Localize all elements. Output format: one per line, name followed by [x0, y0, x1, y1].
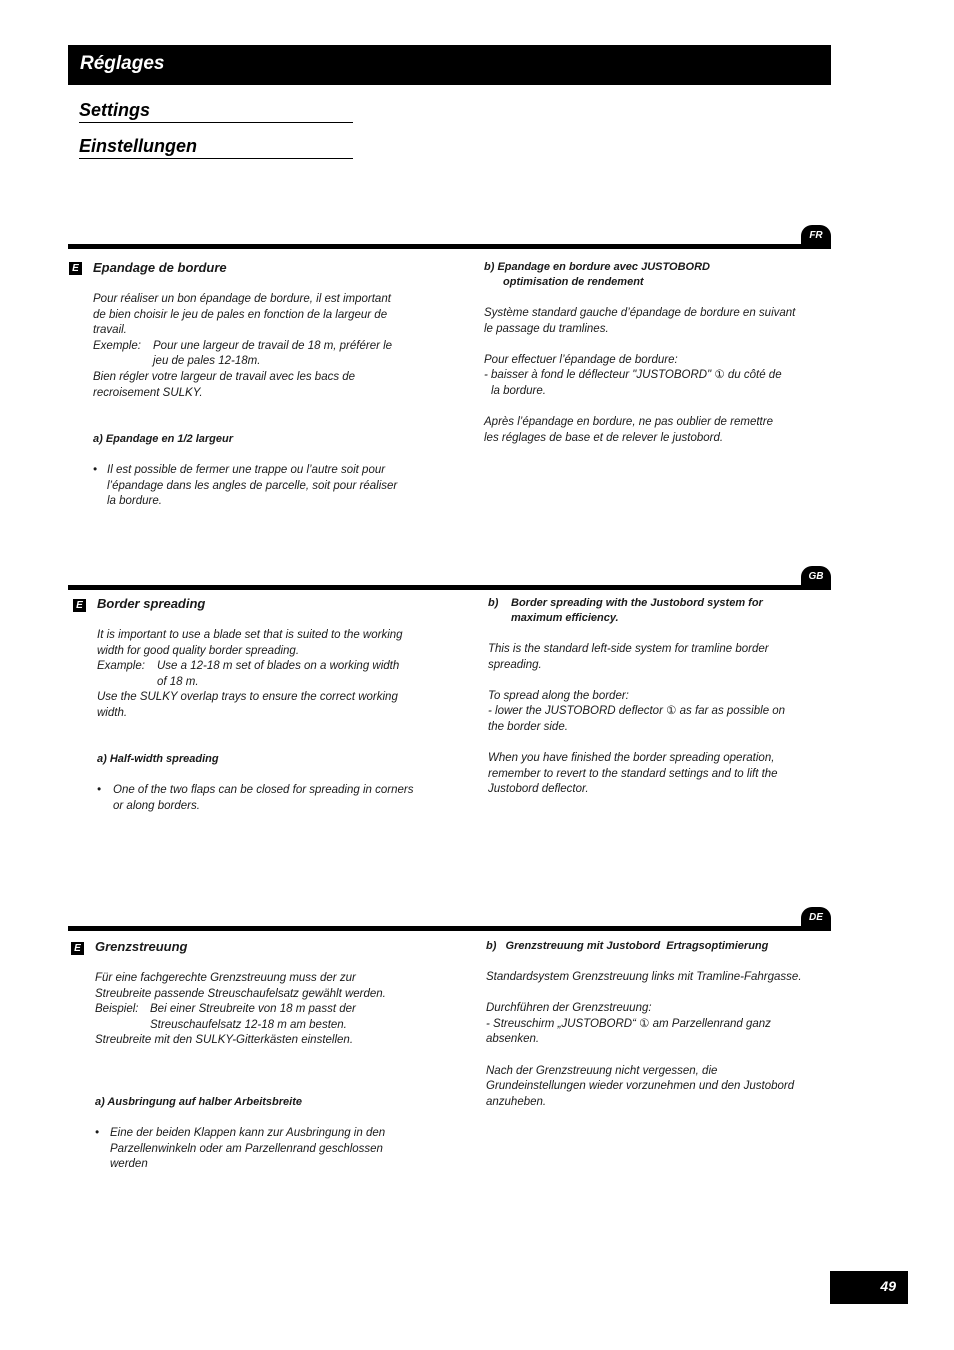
text-line: la bordure. [491, 384, 546, 397]
gb-subheading-a: a) Half-width spreading [97, 753, 219, 765]
bullet-icon: • [97, 784, 102, 796]
text-line: Streuschaufelsatz 12-18 m am besten. [150, 1018, 347, 1031]
de-subheading-b: b) Grenzstreuung mit Justobord Ertragsoptimierung [486, 940, 769, 952]
section-title-fr: Epandage de bordure [93, 260, 227, 275]
text-line: width for good quality border spreading. [97, 644, 300, 657]
text-line: This is the standard left-side system for tramline border [488, 643, 769, 655]
text-line: Pour une largeur de travail de 18 m, préférer le [153, 339, 393, 352]
text-line: Durchführen der Grenzstreuung: [486, 1002, 652, 1015]
text-line: les réglages de base et de relever le justobord. [484, 431, 724, 444]
text-line: Streubreite mit den SULKY-Gitterkästen einstellen. [95, 1034, 354, 1047]
text-line: recroisement SULKY. [93, 386, 203, 399]
de-intro [95, 971, 425, 1049]
text-line: Pour effectuer l’épandage de bordure: [484, 353, 678, 366]
page-number: 49 [830, 1271, 908, 1304]
text-line: de bien choisir le jeu de pales en fonction de la largeur de [93, 308, 388, 321]
text-line: travail. [93, 324, 127, 337]
text-line: width. [97, 706, 128, 719]
de-bullet [95, 1126, 425, 1173]
text-line: absenken. [486, 1033, 540, 1046]
text-line: Il est possible de fermer une trappe ou l’autre soit pour [107, 464, 386, 476]
lang-badge-gb: GB [801, 566, 831, 588]
text-line: Bien régler votre largeur de travail avec les bacs de [93, 370, 356, 383]
text-line: When you have finished the border spreading operation, [488, 752, 775, 765]
text-line: Use the SULKY overlap trays to ensure the correct working [97, 691, 398, 704]
lang-badge-fr: FR [801, 225, 831, 247]
text-line: Use a 12-18 m set of blades on a working width [157, 660, 400, 673]
bullet-icon: • [93, 464, 98, 476]
text-line: Eine der beiden Klappen kann zur Ausbringung in den [110, 1127, 386, 1139]
gb-subheading-b [488, 596, 818, 626]
text-line: Border spreading with the Justobord system for [511, 597, 763, 609]
bullet-icon: • [95, 1127, 100, 1139]
section-separator-de [68, 926, 831, 931]
text-line: anzuheben. [486, 1095, 547, 1108]
de-subheading-a: a) Ausbringung auf halber Arbeitsbreite [95, 1096, 302, 1108]
text-line: Pour réaliser un bon épandage de bordure, il est important [93, 293, 391, 305]
text-line: or along borders. [113, 799, 200, 812]
text-line: b) Epandage en bordure avec JUSTOBORD [484, 261, 710, 273]
text-line: Grundeinstellungen wieder vorzunehmen und den Justobord [486, 1080, 795, 1093]
de-right-text [486, 970, 826, 1110]
text-line: Parzellenwinkeln oder am Parzellenrand geschlossen [110, 1142, 383, 1155]
text-line: la bordure. [107, 495, 162, 508]
text-line: optimisation de rendement [503, 276, 644, 288]
gb-right-text [488, 642, 818, 798]
text-line: le passage du tramlines. [484, 322, 609, 335]
text-line: jeu de pales 12-18m. [153, 355, 261, 368]
e-marker-gb: E [73, 599, 86, 612]
text-line: remember to revert to the standard settings and to lift the [488, 767, 778, 780]
text-line: - lower the JUSTOBORD deflector ① as far as possible on [488, 705, 786, 718]
text-line: Système standard gauche d’épandage de bordure en suivant [484, 307, 796, 319]
text-line: Standardsystem Grenzstreuung links mit Tramline-Fahrgasse. [486, 971, 802, 983]
section-separator-fr [68, 244, 831, 249]
text-line: To spread along the border: [488, 689, 629, 702]
text-line: Après l’épandage en bordure, ne pas oublier de remettre [484, 416, 773, 429]
text-line: l’épandage dans les angles de parcelle, soit pour réaliser [107, 479, 398, 492]
text-line: Nach der Grenzstreuung nicht vergessen, die [486, 1064, 718, 1077]
gb-bullet [97, 783, 437, 814]
subtitle-settings: Settings [79, 100, 353, 123]
text-line: One of the two flaps can be closed for spreading in corners [113, 784, 414, 796]
example-label: Beispiel: [95, 1003, 139, 1016]
text-line: - Streuschirm „JUSTOBORD“ ① am Parzellenrand ganz [486, 1017, 771, 1030]
text-line: Justobord deflector. [488, 783, 589, 796]
text-line: spreading. [488, 658, 542, 671]
text-line: werden [110, 1158, 148, 1171]
section-title-gb: Border spreading [97, 596, 206, 611]
example-label: Example: [97, 660, 145, 673]
text-line: - baisser à fond le déflecteur "JUSTOBORD" ① du côté de [484, 369, 782, 382]
header-bar [68, 45, 831, 85]
text-line: Bei einer Streubreite von 18 m passt der [150, 1003, 356, 1016]
e-marker-de: E [71, 942, 84, 955]
gb-intro [97, 628, 437, 722]
text-line: the border side. [488, 720, 568, 733]
fr-intro [93, 292, 413, 401]
lang-badge-de: DE [801, 907, 831, 929]
e-marker-fr: E [69, 262, 82, 275]
text-line: It is important to use a blade set that is suited to the working [97, 629, 403, 641]
page-title: Réglages [80, 53, 165, 74]
subtitle-einstellungen: Einstellungen [79, 136, 353, 159]
fr-subheading-b [484, 260, 814, 290]
text-line: maximum efficiency. [511, 612, 619, 624]
text-line: of 18 m. [157, 675, 199, 688]
subheading-label: b) [488, 597, 499, 609]
section-title-de: Grenzstreuung [95, 939, 188, 954]
text-line: Für eine fachgerechte Grenzstreuung muss der zur [95, 972, 356, 984]
text-line: Streubreite passende Streuschaufelsatz gewählt werden. [95, 987, 386, 1000]
example-label: Exemple: [93, 339, 141, 352]
fr-subheading-a: a) Epandage en 1/2 largeur [93, 433, 233, 445]
fr-bullet [93, 463, 413, 510]
fr-right-text [484, 306, 814, 446]
section-separator-gb [68, 585, 831, 590]
